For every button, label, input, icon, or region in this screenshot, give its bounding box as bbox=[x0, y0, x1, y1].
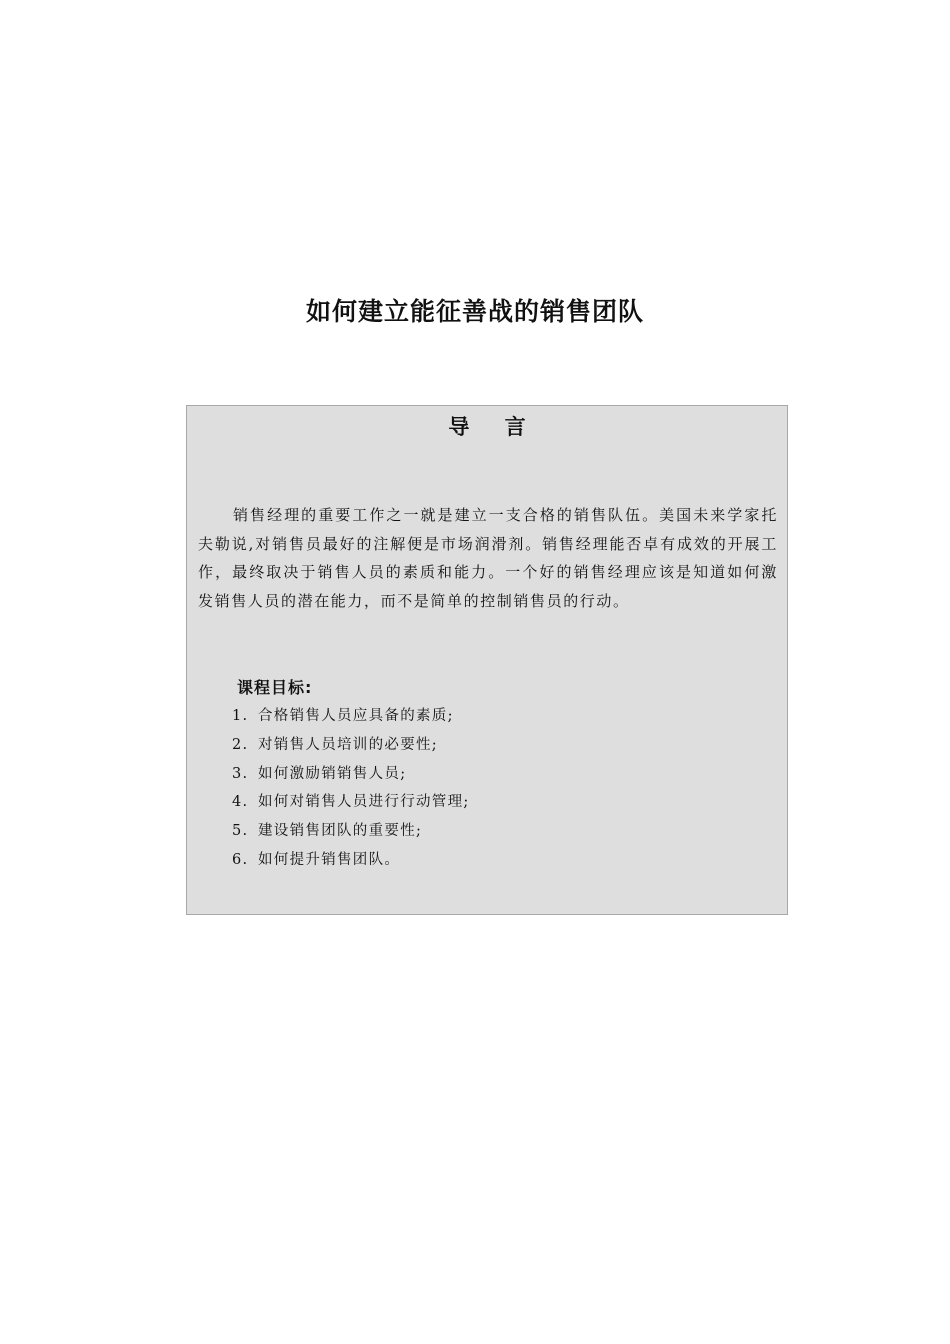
objective-number: 4. bbox=[232, 794, 249, 811]
intro-heading: 导 言 bbox=[448, 415, 540, 439]
objective-number: 2. bbox=[232, 736, 249, 753]
objective-text: 对销售人员培训的必要性; bbox=[258, 736, 438, 753]
objective-item bbox=[232, 817, 470, 846]
document-title: 如何建立能征善战的销售团队 bbox=[305, 297, 644, 326]
intro-paragraph: 销售经理的重要工作之一就是建立一支合格的销售队伍。美国未来学家托夫勒说,对销售员最好的注解便是市场润滑剂。销售经理能否卓有成效的开展工作，最终取决于销售人员的素质和能力。一个好的销售经理应该是知道如何激发销售人员的潜在能力，而不是简单的控制销售员的行动。 bbox=[198, 506, 778, 611]
objective-item bbox=[232, 788, 470, 817]
objectives-heading: 课程目标: bbox=[237, 678, 313, 697]
objective-item bbox=[232, 846, 470, 875]
objective-number: 6. bbox=[232, 851, 249, 868]
objective-number: 3. bbox=[232, 765, 249, 782]
objective-text: 如何激励销销售人员; bbox=[258, 765, 407, 782]
objectives-list bbox=[232, 702, 470, 875]
objective-item bbox=[232, 702, 470, 731]
objective-text: 如何对销售人员进行行动管理; bbox=[258, 794, 470, 811]
objective-item bbox=[232, 731, 470, 760]
objective-number: 5. bbox=[232, 823, 249, 840]
objective-text: 建设销售团队的重要性; bbox=[258, 823, 423, 840]
objective-item bbox=[232, 760, 470, 789]
objective-text: 合格销售人员应具备的素质; bbox=[258, 708, 454, 724]
objective-number: 1. bbox=[232, 708, 249, 724]
objective-text: 如何提升销售团队。 bbox=[258, 851, 401, 868]
